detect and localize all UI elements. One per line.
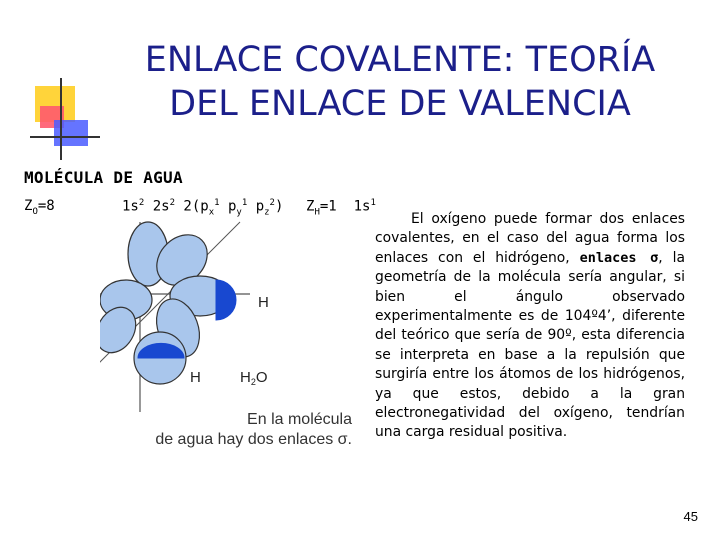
explanation-paragraph: El oxígeno puede formar dos enlaces covalentes, en el caso del agua forma los enlaces con el hidrógeno, enlaces σ, la geometría de la molécula sería angular, si bien el ángulo observado experimentalmente es de 104º4’, diferente del teórico que sería de 90º, esta diferencia se interpreta en base a la repulsión que surgiría entre los átomos de los hidrógenos, ya que estos, debido a la gran electronegatividad del oxígeno, tendrían una carga residual positiva. [375, 211, 686, 441]
water-formula-label: $H_2O$ [240, 369, 268, 387]
slide-title [100, 38, 700, 126]
hydrogen-config: $Z_H=1$ $1s^1$ [306, 198, 376, 218]
logo-horizontal-line [30, 136, 100, 138]
title-line-1: ENLACE COVALENTE: TEORÍA [144, 40, 656, 80]
corner-logo [30, 78, 100, 160]
title-line-2: DEL ENLACE DE VALENCIA [169, 84, 631, 124]
subtitle: MOLÉCULA DE AGUA [24, 168, 183, 187]
oxygen-electron-config: $1s^2$ $2s^2$ $2(p_x^1$ $p_y^1$ $p_z^2$) [122, 198, 284, 218]
caption-line-1: En la molécula [247, 411, 352, 428]
hydrogen-label-right: H [258, 294, 269, 311]
oxygen-atomic-number: $Z_O=8$ [24, 198, 55, 217]
caption-line-2: de agua hay dos enlaces σ. [155, 431, 352, 448]
diagram-caption [120, 410, 352, 450]
page-number: 45 [683, 509, 698, 524]
bold-sigma-bonds: enlaces σ [579, 249, 659, 266]
logo-vertical-line [60, 78, 62, 160]
hydrogen-overlap-right [216, 280, 236, 320]
hydrogen-label-bottom: H [190, 369, 201, 386]
